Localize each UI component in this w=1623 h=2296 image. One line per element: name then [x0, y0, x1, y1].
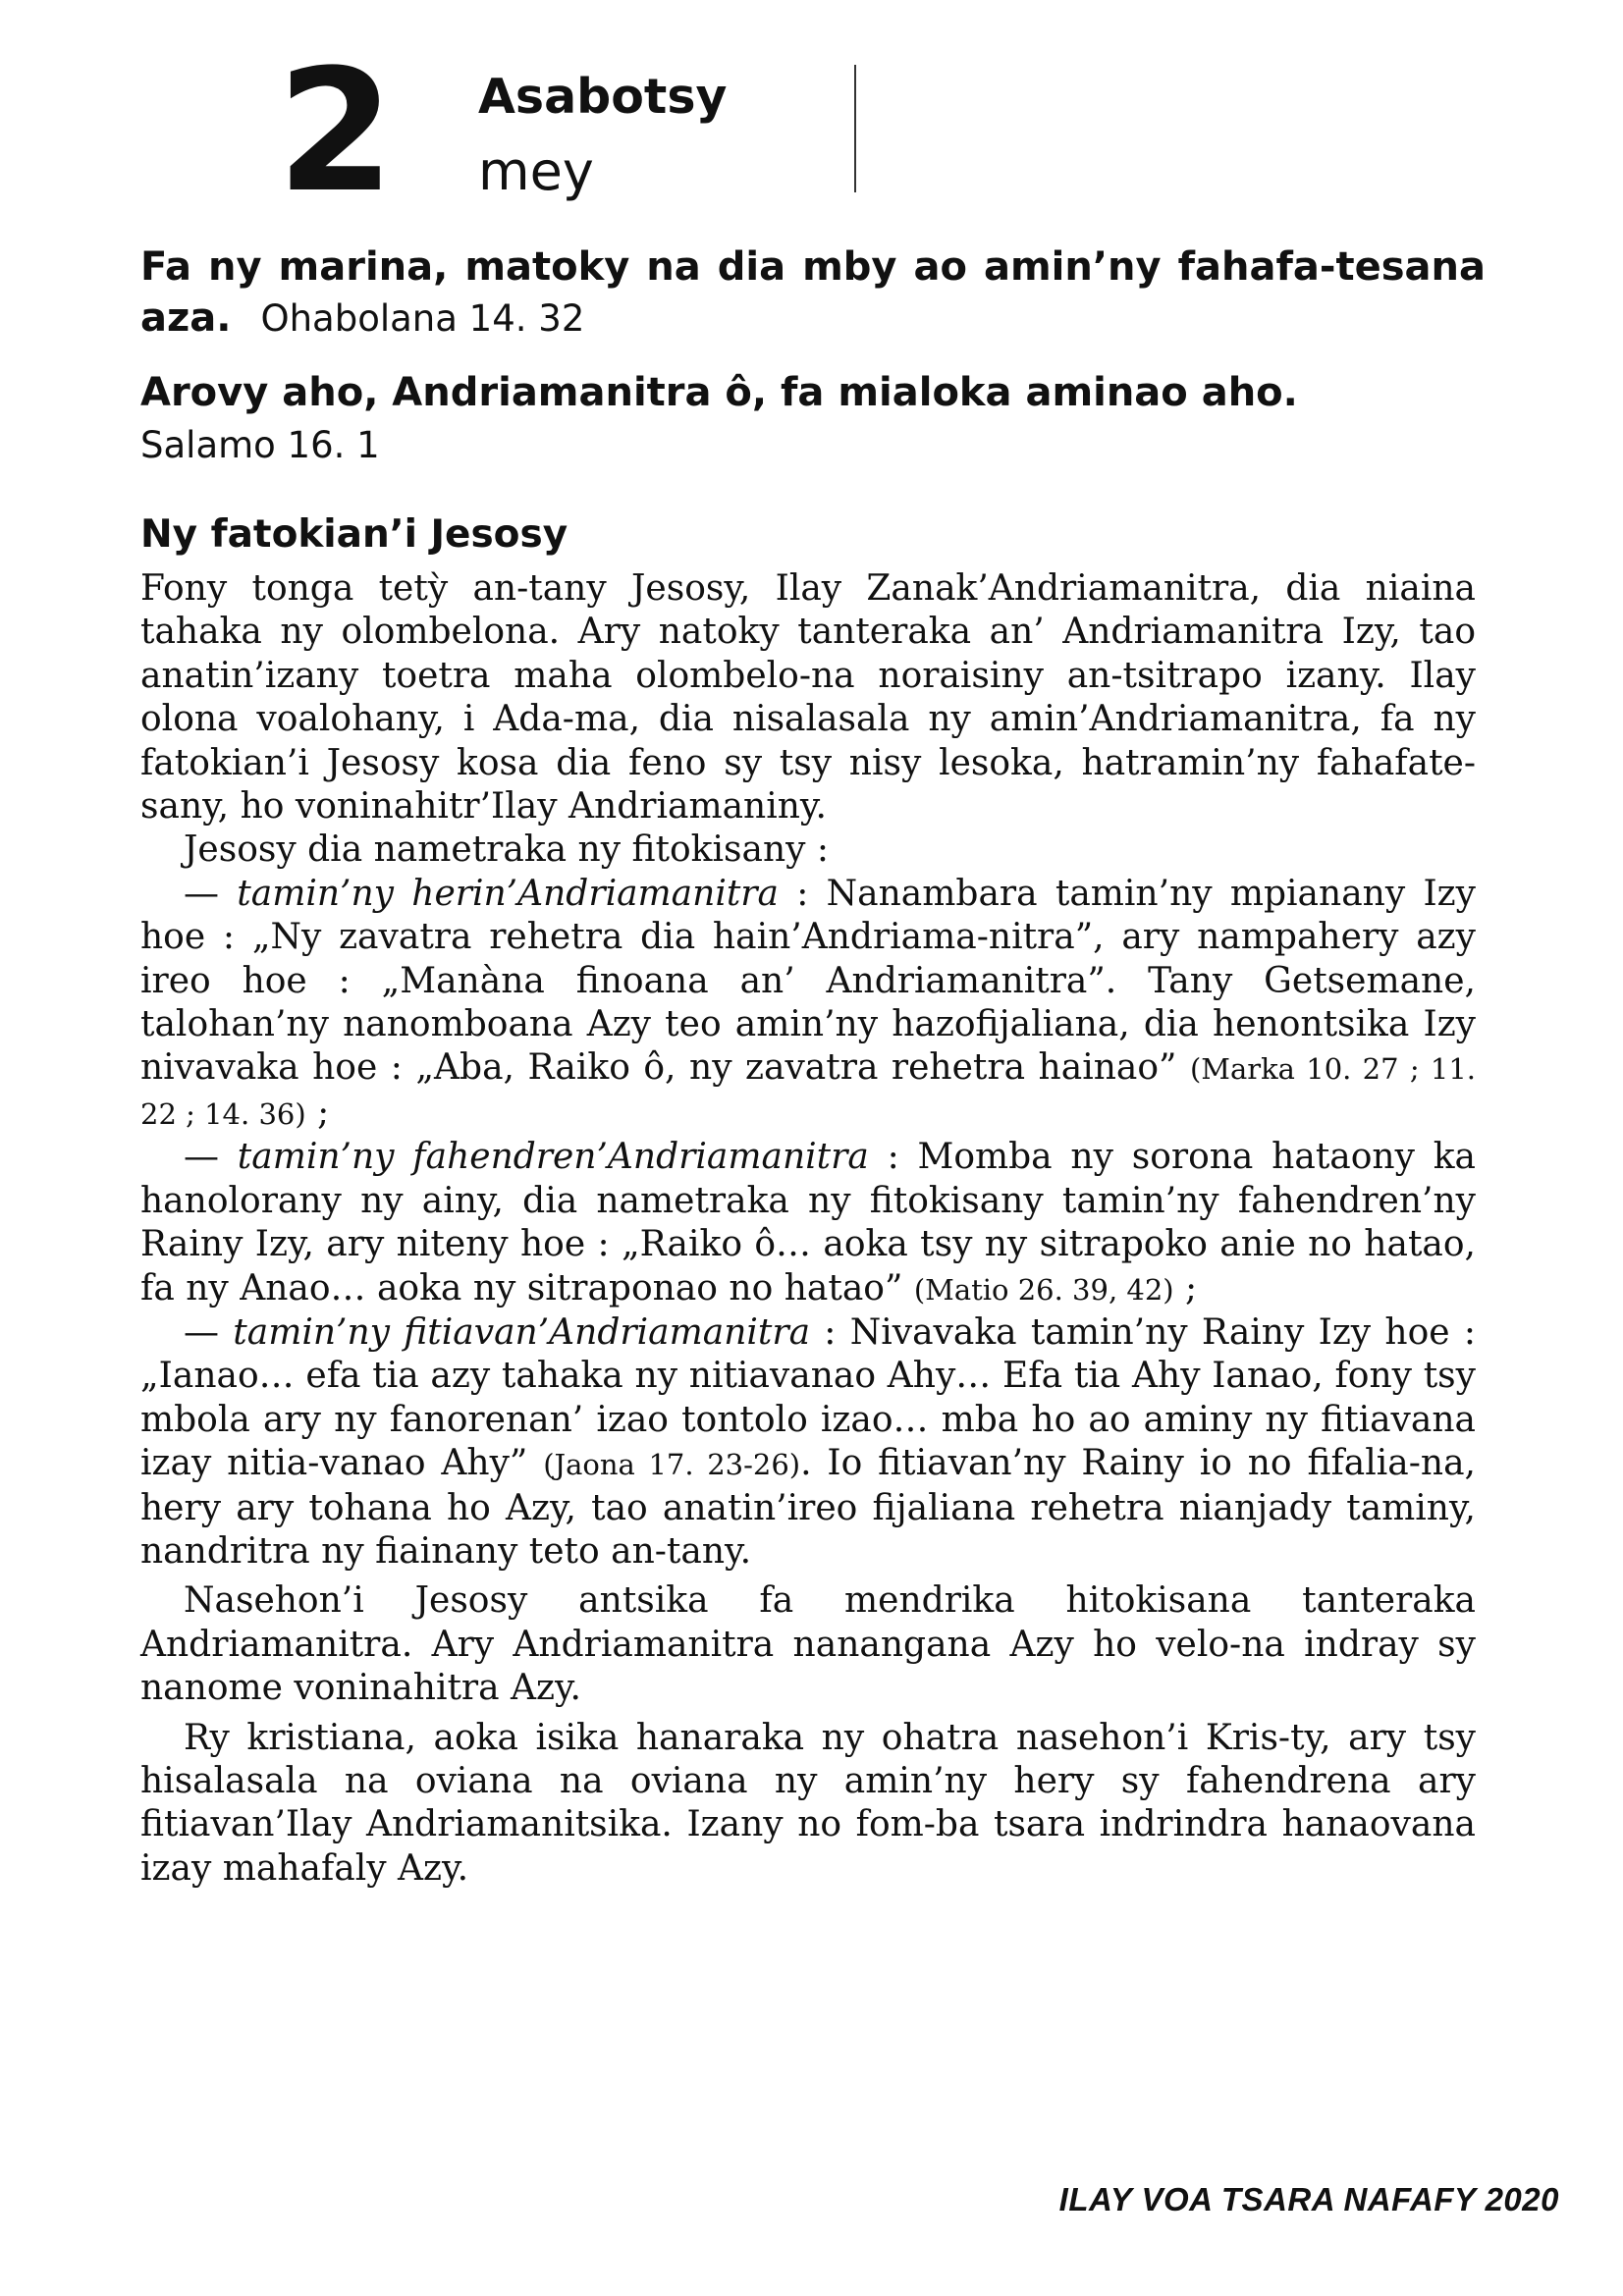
verse-two-text: Arovy aho, Andriamanitra ô, fa mialoka aminao aho. — [140, 370, 1298, 415]
dash: — — [184, 1311, 234, 1353]
citation: (Jaona 17. 23-26) — [543, 1448, 801, 1482]
emphasis-text: tamin’ny herin’Andriamanitra — [237, 873, 779, 914]
footer-publication: ILAY VOA TSARA NAFAFY 2020 — [1058, 2181, 1559, 2217]
paragraph-2: Jesosy dia nametraka ny fitokisany : — [184, 829, 830, 871]
verse-two — [140, 367, 1486, 418]
verse-one-text: Fa ny marina, matoky na dia mby ao amin’ny fahafa-tesana aza. — [140, 244, 1486, 341]
verse-one — [140, 241, 1486, 345]
paragraph-7: Ry kristiana, aoka isika hanaraka ny ohatra nasehon’i Kris-ty, ary tsy hisalasala na oviana na oviana ny amin’ny hery sy fahendrena ary fitiavan’Ilay Andriamanitsika. Izany no fom-ba tsara indrindra hanaovana izay mahafaly Azy. — [140, 1717, 1476, 1889]
paragraph-text: : Momba ny sorona hataony ka hanolorany ny ainy, dia nametraka ny fitokisany tamin’ny fahendren’ny Rainy Izy, ary niteny hoe : „Raiko ô… aoka tsy ny sitrapoko anie no hatao, fa ny Anao… aoka ny sitraponao no hatao” — [140, 1137, 1476, 1308]
dash: — — [184, 1137, 238, 1178]
dash: — — [184, 873, 238, 914]
paragraph-6: Nasehon’i Jesosy antsika fa mendrika hitokisana tanteraka Andriamanitra. Ary Andriamanitra nanangana Azy ho velo-na indray sy nanome voninahitra Azy. — [140, 1580, 1476, 1709]
weekday-label: Asabotsy — [478, 69, 728, 125]
month-label: mey — [478, 140, 594, 202]
paragraph-5 — [140, 1311, 1476, 1574]
emphasis-text: tamin’ny fahendren’Andriamanitra — [237, 1137, 869, 1178]
paragraph-text: : Nanambara tamin’ny mpianany Izy hoe : „Ny zavatra rehetra dia hain’Andriama-nitra”, ary nampahery azy ireo hoe : „Manàna finoana an’ Andriamanitra”. Tany Getsemane, talohan’ny nanomboana Azy teo amin’ny hazofijaliana, dia henontsika Izy nivavaka hoe : „Aba, Raiko ô, ny zavatra rehetra hainao” — [140, 873, 1476, 1089]
header-divider — [854, 65, 856, 192]
paragraph-end: . Io fitiavan’ny Rainy io no fifalia-na, hery ary tohana ho Azy, tao anatin’ireo fijaliana rehetra nianjady taminy, nandritra ny fiainany teto an-tany. — [140, 1443, 1476, 1572]
citation: (Matio 26. 39, 42) — [913, 1272, 1174, 1307]
paragraph-text: : Nivavaka tamin’ny Rainy Izy hoe : „Ianao… efa tia azy tahaka ny nitiavanao Ahy… Efa tia Ahy Ianao, fony tsy mbola ary ny fanorenan’ izao tontolo izao… mba ho ao aminy ny fitiavana izay nitia-vanao Ahy” — [140, 1311, 1476, 1484]
meditation-body — [140, 567, 1476, 1891]
section-title: Ny fatokian’i Jesosy — [140, 512, 568, 557]
paragraph-end: ; — [305, 1092, 330, 1133]
day-number: 2 — [277, 32, 391, 230]
verse-two-reference: Salamo 16. 1 — [140, 424, 380, 466]
paragraph-1: Fony tonga tetỳ an-tany Jesosy, Ilay Zanak’Andriamanitra, dia niaina tahaka ny olombelona. Ary natoky tanteraka an’ Andriamanitra Izy, tao anatin’izany toetra maha olombelo-na noraisiny an-tsitrapo izany. Ilay olona voalohany, i Ada-ma, dia nisalasala ny amin’Andriamanitra, fa ny fatokian’i Jesosy kosa dia feno sy tsy nisy lesoka, hatramin’ny fahafate-sany, ho voninahitr’Ilay Andriamaniny. — [140, 568, 1476, 828]
paragraph-end: ; — [1173, 1267, 1198, 1308]
paragraph-3 — [140, 873, 1476, 1136]
citation: (Marka 10. 27 ; 11. 22 ; 14. 36) — [140, 1052, 1477, 1131]
emphasis-text: tamin’ny fitiavan’Andriamanitra — [233, 1311, 811, 1353]
paragraph-4 — [140, 1136, 1476, 1311]
verse-one-reference: Ohabolana 14. 32 — [260, 297, 585, 340]
